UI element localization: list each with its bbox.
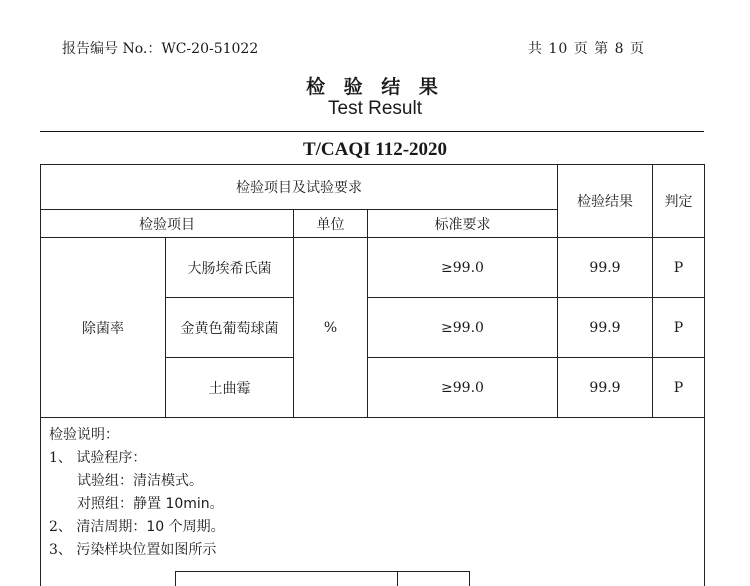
notes-line-1b-value: 10min: [165, 496, 210, 512]
table-row-judgement: P: [673, 379, 684, 396]
title-chinese: 检 验 结 果: [306, 76, 444, 98]
diagram-divider: [397, 571, 398, 586]
col-header-judgement: 判定: [664, 194, 693, 210]
table-line: [40, 417, 705, 418]
col-header-item: 检验项目: [139, 216, 195, 233]
table-row-judgement: P: [673, 259, 684, 276]
table-row-requirement: ≥99.0: [441, 319, 484, 336]
notes-line-1b: [77, 493, 224, 513]
notes-line-3: 3、 污染样块位置如图所示: [49, 542, 217, 558]
notes-line-1a: 试验组：清洁模式。: [77, 473, 203, 489]
notes-line-1b-suffix: 。: [209, 496, 224, 512]
notes-heading: 检验说明：: [49, 427, 119, 443]
table-row-item: 土曲霉: [208, 380, 251, 397]
diagram-border-right: [469, 571, 470, 586]
table-row-item: 大肠埃希氏菌: [187, 260, 272, 277]
notes-line-2-value: 10: [146, 519, 165, 535]
group-header: 检验项目及试验要求: [236, 180, 362, 196]
table-row-result: 99.9: [589, 319, 621, 336]
table-row-requirement: ≥99.0: [441, 259, 484, 276]
table-row-item: 金黄色葡萄球菌: [180, 320, 279, 337]
report-number: 报告编号 No.：WC-20-51022: [62, 41, 259, 57]
unit-cell: %: [323, 319, 338, 336]
col-header-result: 检验结果: [577, 194, 633, 210]
col-header-requirement: 标准要求: [434, 216, 491, 233]
table-row-judgement: P: [673, 319, 684, 336]
notes-line-1b-prefix: 对照组：静置: [77, 496, 166, 512]
title-english: Test Result: [328, 98, 422, 119]
notes-line-1: 1、 试验程序：: [49, 450, 147, 466]
diagram-border-left: [175, 571, 176, 586]
notes-line-2-suffix: 个周期。: [164, 519, 225, 535]
page-info: 共 10 页 第 8 页: [528, 41, 645, 57]
table-row-result: 99.9: [589, 379, 621, 396]
table-border-right: [704, 164, 705, 586]
notes-line-2: [49, 516, 225, 536]
diagram-border-top: [175, 571, 469, 572]
table-row-requirement: ≥99.0: [441, 379, 484, 396]
col-header-unit: 单位: [316, 216, 345, 233]
category-cell: 除菌率: [82, 320, 124, 337]
title-divider: [40, 131, 704, 132]
table-row-result: 99.9: [589, 259, 621, 276]
standard-code: T/CAQI 112-2020: [302, 139, 448, 160]
notes-line-2-prefix: 2、 清洁周期：: [49, 519, 147, 535]
